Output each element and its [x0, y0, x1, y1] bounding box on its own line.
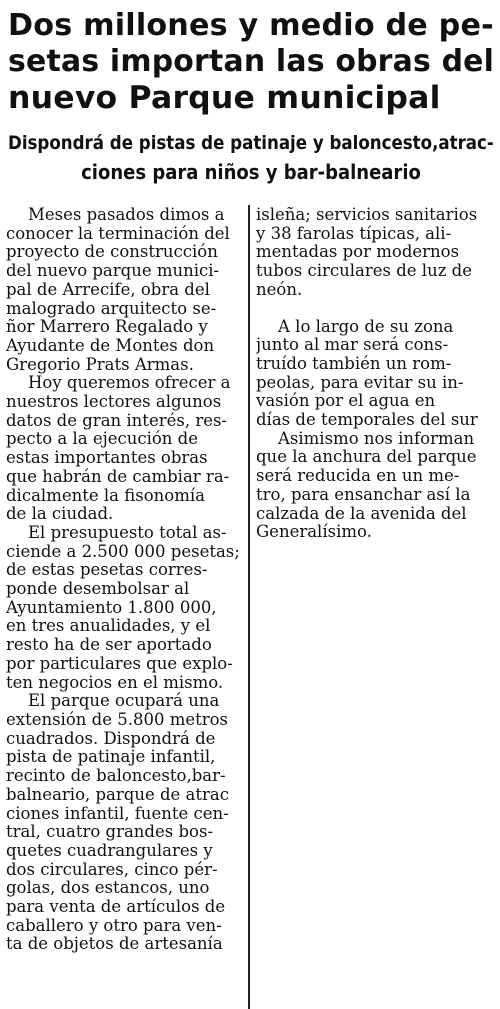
text-line: El parque ocupará una [28, 692, 220, 711]
text-line: peolas, para evitar su in- [256, 373, 464, 392]
text-line: extensión de 5.800 metros [6, 710, 229, 729]
text-line: isleña; servicios sanitarios [256, 206, 478, 224]
text-line: dicalmente la fisonomía [6, 486, 205, 505]
text-line: quetes cuadrangulares y [6, 841, 213, 860]
text-line: Hoy queremos ofrecer a [28, 374, 231, 393]
paragraph [256, 318, 494, 430]
text-line: truído también un rom- [256, 354, 452, 373]
text-line: dos circulares, cinco pér- [6, 860, 218, 879]
text-line: malogrado arquitecto se- [6, 299, 217, 318]
text-line: junto al mar será cons- [256, 336, 449, 355]
text-line: de estas pesetas corres- [6, 561, 208, 580]
text-line: que la anchura del parque [256, 448, 477, 467]
text-line: pista de patinaje infantil, [6, 748, 216, 767]
paragraph [6, 692, 243, 954]
paragraph [256, 206, 494, 300]
text-line: para venta de artículos de [6, 898, 226, 917]
paragraph [256, 430, 494, 542]
text-line: balneario, parque de atrac [6, 785, 229, 804]
text-line: conocer la terminación del [6, 224, 230, 243]
text-line: El presupuesto total as- [28, 523, 227, 542]
text-line: mentadas por modernos [256, 243, 460, 262]
subheadline [8, 130, 494, 186]
text-line: Generalísimo. [256, 523, 372, 542]
text-line: ñor Marrero Regalado y [6, 318, 208, 337]
text-line: pal de Arrecife, obra del [6, 280, 210, 299]
text-line: calzada de la avenida del [256, 504, 467, 523]
article-column-left [6, 206, 243, 954]
text-line: y 38 farolas típicas, ali- [256, 224, 452, 243]
text-line: ponde desembolsar al [6, 580, 190, 599]
text-line: datos de gran interés, res- [6, 411, 228, 430]
text-line: caballero y otro para ven- [6, 916, 222, 935]
text-line: pecto a la ejecución de [6, 430, 198, 449]
text-line: Gregorio Prats Armas. [6, 355, 194, 374]
text-line: en tres anualidades, y el [6, 617, 211, 636]
text-line: ten negocios en el mismo. [6, 673, 224, 692]
headline-line: nuevo Parque municipal [8, 80, 441, 116]
text-line: será reducida en un me- [256, 467, 460, 486]
text-line: ciones infantil, fuente cen- [6, 804, 229, 823]
text-line: nuestros lectores algunos [6, 393, 222, 412]
text-line: estas importantes obras [6, 449, 208, 468]
paragraph [6, 374, 243, 524]
subheadline-line: Dispondrá de pistas de patinaje y baloncesto,atrac- [8, 133, 494, 154]
text-line: ciende a 2.500 000 pesetas; [6, 542, 240, 561]
text-line: por particulares que explo- [6, 654, 233, 673]
text-line: de la ciudad. [6, 505, 114, 524]
paragraph [6, 206, 243, 374]
article-column-right [256, 206, 494, 542]
paragraph [6, 524, 243, 692]
text-line: resto ha de ser aportado [6, 636, 212, 655]
text-line: Ayudante de Montes don [6, 336, 215, 355]
column-divider [248, 205, 250, 1009]
text-line: tral, cuatro grandes bos- [6, 823, 214, 842]
text-line: días de temporales del sur [256, 411, 478, 430]
text-line: proyecto de construcción [6, 243, 218, 262]
headline [8, 8, 494, 116]
headline-line: Dos millones y medio de pe- [8, 8, 494, 43]
text-line: recinto de baloncesto,bar- [6, 767, 226, 786]
text-line: Asimismo nos informan [278, 429, 475, 448]
text-line: Ayuntamiento 1.800 000, [6, 598, 217, 617]
text-line: vasión por el agua en [256, 392, 436, 411]
headline-line: setas importan las obras del [8, 44, 495, 79]
text-line: ta de objetos de artesanía [6, 935, 223, 954]
text-line: tro, para ensanchar así la [256, 485, 471, 504]
text-line: Meses pasados dimos a [28, 206, 225, 224]
subheadline-line: ciones para niños y bar-balneario [81, 160, 421, 184]
paragraph-gap [256, 300, 494, 318]
text-line: golas, dos estancos, uno [6, 879, 210, 898]
text-line: que habrán de cambiar ra- [6, 467, 230, 486]
text-line: A lo largo de su zona [278, 317, 454, 336]
text-line: tubos circulares de luz de [256, 262, 472, 281]
text-line: cuadrados. Dispondrá de [6, 729, 216, 748]
text-line: neón. [256, 280, 303, 299]
text-line: del nuevo parque munici- [6, 262, 220, 281]
